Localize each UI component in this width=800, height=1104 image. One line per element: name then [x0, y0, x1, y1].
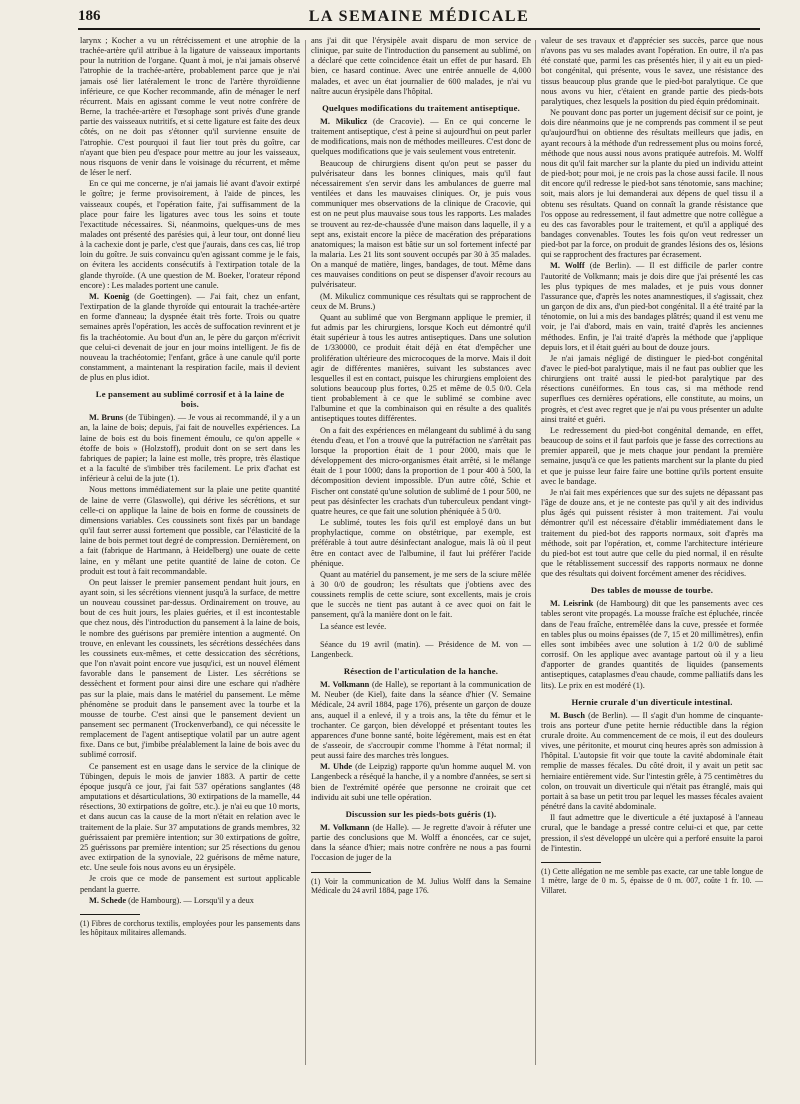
section-heading: Discussion sur les pieds-bots guéris (1).: [345, 808, 497, 819]
paragraph: Ce pansement est en usage dans le service de la clinique de Tübingen, depuis le mois de janvier 1883. A partir de cette époque jusqu'à ce jour, j'ai fait 537 opérations sanglantes (48 amputations et désarticulations, 30 extirpations de la mamelle, 44 résections, 30 extirpations de goître, etc.). je n'ai eu que 10 morts, et dans aucun cas la cause de la mort n'était en relation avec le traitement de la plaie. Sur 37 amputations de grands membres, 32 guérissaient par première intention; sur 30 extirpations de goître, 25 guérissons par première intention; sur 25 résections du genou avec extirpation de la synoviale, 22 guérisons de même nature, etc. Une seule fois nous avons eu un érysipèle.: [80, 761, 300, 873]
session-line: Séance du 19 avril (matin). — Présidence de M. von — Langenbeck.: [311, 639, 531, 659]
paragraph: [80, 896, 300, 906]
paragraph-text: (de Leipzig) rapporte qu'un homme auquel M. von Langenbeck a réséqué la hanche, il y a nombre d'années, se sert si bien de l'extrémité opérée que personne ne croirait que cet individu ait subi une telle opération.: [311, 762, 531, 802]
paragraph-text: (de Berlin). — Il est difficile de parler contre l'autorité de Volkmann; mais je dois dire que j'ai présenté les cas les plus typiques de mes malades, et je puis vous donner l'assurance que, d'après les notes anamnestiques, il s'agissait, chez un garçon de dix ans, d'un pied-bot congénital. Il a été traité par la ténotomie, on lui a mis des bandages plâtrés; quand il est venu me voir, je l'ai d'abord, mais en vain, traité d'après les anciennes méthodes. Enfin, je l'ai traité d'après la méthode que j'applique depuis lors, et il était guéri au bout de douze jours.: [541, 261, 763, 352]
paragraph-text: (de Hambourg) dit que les pansements avec ces tables seront vite propagés. La mousse fraîche est épluchée, rincée dans de l'eau fraîche, entremêlée dans la cuve, pressée et formée en tables plus ou moins épaisses (de 7, 15 et 20 millimètres), enfin elles sont imbibées avec une solution à 1/2 0/0 de sublimé corrosif. On les applique avec avantage partout où il y a lieu d'apporter de grandes quantités de liquides (pansements antiseptiques, cataplasmes d'eau chaude, comme palliatifs dans les lits). Le prix en est modéré (1).: [541, 599, 763, 690]
speaker-name: M. Volkmann: [320, 822, 370, 832]
paragraph: On a fait des expériences en mélangeant du sublimé à du sang étendu d'eau, et l'on a trouvé que la putréfaction ne s'arrêtait pas lorsque la proportion était de 1 pour 2000, mais que le développement des micro-organismes était arrêté, si le mélange était de 1 pour 1000; dans la proportion de 1 pour 400 à 500, la décomposition devient impossible. D'un autre côté, Schie et Fischer ont constaté qu'une solution de sublimé de 1 pour 500, ne peut pas désinfecter les crachats d'un tuberculeux pendant vingt-quatre heures, ce que fait une solution phéniquée à 5 0/0.: [311, 425, 531, 516]
section-heading: Quelques modifications du traitement antiseptique.: [322, 102, 520, 113]
speaker-name: M. Volkmann: [320, 680, 370, 690]
paragraph: ans j'ai dit que l'érysipèle avait disparu de mon service de clinique, par suite de l'introduction du pansement au sublimé, on a déclaré que cette coïncidence était un effet de pur hasard. Eh bien, ce hasard continue. Avec une entrée annuelle de 4,000 malades, et avec un état journalier de 600 malades, je n'ai vu naître aucun érysipèle dans l'hôpital.: [311, 36, 531, 96]
section-heading: Des tables de mousse de tourbe.: [590, 585, 714, 596]
paragraph-text: (de Halle), se reportant à la communication de M. Neuber (de Kiel), faite dans la séance d'hier (V. Semaine Médicale, 24 avril 1884, page 176), présente un garçon de douze ans, auquel il a enlevé, il y a trois ans, la tête du fémur et le trochanter. Ce garçon, bien développé et présentant toutes les apparences d'une bonne santé, boite légèrement, mais est en état de s'asseoir, de s'accroupir comme l'homme à l'état normal; il peut aussi faire des marches très longues.: [311, 680, 531, 761]
paragraph-text: (de Tübingen). — Je vous ai recommandé, il y a un an, la laine de bois; depuis, j'ai fait de nouvelles expériences. La laine de bois est du bois finement émoulu, ce qu'on appelle « étoffe de bois » (Holzstoff), produit dont on se sert dans les fabriques de papier; la laine est molle, très propre, très élastique et a la faculté de s'imbiber très facilement. Le prix d'achat est inférieur à celui de la jute (1).: [80, 413, 300, 484]
paragraph-text: (de Goettingen). — J'ai fait, chez un enfant, l'extirpation de la glande thyroïde qui entourait la trachée-artère en forme d'anneau; la dyspnée était très forte. Trois ou quatre semaines après l'opération, les accès de suffocation revinrent et je fis la trachéotomie. Au bout d'un an, le père du garçon m'écrivit que celui-ci devenait de jour en jour moins intelligent. Je fis de nouveau la trachéotomie; l'enfant, grâce à une canule qu'il porte constamment, a maintenant la respiration facile, mais il devient de plus en plus idiot.: [80, 291, 300, 383]
paragraph: [541, 599, 763, 690]
footnote-rule: [80, 914, 140, 915]
speaker-name: M. Koenig: [89, 291, 130, 301]
paragraph: Ne pouvant donc pas porter un jugement décisif sur ce point, je dois dire néanmoins que je ne comprends pas comment il se peut qu'aujourd'hui on obtienne des résultats meilleurs que jadis, en ayant recours à la méthode d'un redressement plus ou moins forcé, méthode que nous aussi nous avons pratiquée autrefois. M. Wolff nous dit qu'il fait marcher sur la plante du pied un individu atteint de pied-bot; pour moi, je ne crois pas la chose aussi facile. Il nous dit encore qu'il redresse le pied-bot sans ténotomie, sans machine; soit, mais alors je lui demanderai aux dépens de quel tissu il a obtenu ses résultats. Quand on connaît la grande résistance que l'os oppose au redressement, il faut admettre que notre collègue a eu des cas favorables pour le traitement, et qu'il a appliqué des bandages convenables. Toutes les fois qu'on veut redresser un pied-bot par la force, on produit de grandes lésions des os, lésions qui se rapprochent des fractures par écrasement.: [541, 108, 763, 260]
column-divider: [535, 40, 536, 1065]
paragraph: Nous mettons immédiatement sur la plaie une petite quantité de laine de verre (Glaswolle), qui dérive les sécrétions, et sur celle-ci on applique la laine de bois en forme de coussinets de dimensions variables. Ces coussinets sont fixés par un bandage qu'il faut serrer aussi fortement que possible, car l'élasticité de la laine de bois permet tout degré de compression. Dernièrement, on a fait (fabrique de Hartmann, à Heidelberg) une ouate de cette laine, en y mêlant une petite quantité de laine de coton. Ce produit est tout à fait recommandable.: [80, 485, 300, 576]
paragraph: larynx ; Kocher a vu un rétrécissement et une atrophie de la trachée-artère qu'il attribue à la ligature de vaisseaux importants pour la nutrition de l'organe. Quant à moi, je n'ai jamais observé l'atrophie de la trachée-artère, probablement parce que je n'ai jamais osé lier latéralement le tronc de l'artère thyroïdienne inférieure, ce que Kocher recommande, afin de ménager le nerf récurrent. Mais en agissant comme le veut notre confrère de Berne, la trachée-artère et l'œsophage sont privés d'une grande partie des vaisseaux nutritifs, et si cette ligature est faite des deux côtés, on ne doit pas s'étonner qu'il survienne ensuite de l'atrophie. C'est pourquoi il faut lier tout près du goître, car n'ayant que bien peu d'espace pour mettre au jour les vaisseaux, nous risquons de venir dans le voisinage du récurrent, et même de léser le nerf.: [80, 36, 300, 178]
paragraph-text: (de Cracovie). — En ce qui concerne le traitement antiseptique, c'est à peine si aujourd'hui on peut parler de modifications, mais non de méthodes meilleures. C'est donc de quelques modifications que je vais seulement vous entretenir.: [311, 116, 531, 157]
column-1: [80, 36, 300, 1076]
paragraph-text: (de Hambourg). — Lorsqu'il y a deux: [126, 895, 254, 905]
paragraph: [541, 711, 763, 813]
column-divider: [305, 40, 306, 1065]
speaker-name: M. Schede: [89, 895, 127, 905]
paragraph: [311, 762, 531, 803]
paragraph: Le sublimé, toutes les fois qu'il est employé dans un but prophylactique, comme on obstétrique, par exemple, est préférable à tout autre désinfectant analogue, mais là où il peut être en contact avec de l'albumine, il faut lui préférer l'acide phénique.: [311, 518, 531, 568]
paragraph: Je n'ai jamais négligé de distinguer le pied-bot congénital d'avec le pied-bot paralytique, mais il ne faut pas oublier que les chirurgiens ont traité aussi le pied-bot paralytique par des résections cunéiformes. En tous cas, si ma méthode rend superflues ces dernières opérations, elle constitute, au moins, un progrès, et c'est avec regret que je n'ai pu vous présenter un adulte ainsi traité et guéri.: [541, 353, 763, 424]
speaker-name: M. Leisrink: [550, 599, 594, 609]
paragraph: Quant au sublimé que von Bergmann applique le premier, il fut admis par les chirurgiens, lorsque Koch eut démontré qu'il était supérieur à tous les autres antiseptiques. Dans une solution de 1/330000, ce produit était déjà en état d'empêcher une prolifération ultérieure des microcoques de la morve. Mais il doit agir de différentes manières, suivant les substances avec lesquelles il est en contact, puisque les chirurgiens emploient des solutions beaucoup plus fortes, 0.25 et même de 0.5 0/0. Cela tient probablement à ce que le sublimé se combine avec l'albumine et que la combinaison qui en résulte a des qualités antiseptiques toutes différentes.: [311, 312, 531, 424]
paragraph: Quant au matériel du pansement, je me sers de la sciure mêlée à 30 0/0 de goudron; les résultats que j'obtiens avec des coussinets remplis de cette sciure, sont excellents, mais je crois que le succès ne tient pas autant à ce avec quoi on fait le pansement, qu'à la manière dont on le fait.: [311, 569, 531, 620]
section-heading: Résection de l'articulation de la hanche.: [343, 666, 499, 677]
paragraph: [311, 680, 531, 761]
footnote: (1) Voir la communication de M. Julius Wolff dans la Semaine Médicale du 24 avril 1884, page 176.: [311, 876, 531, 896]
speaker-name: M. Mikulicz: [320, 116, 368, 126]
speaker-name: M. Busch: [550, 710, 585, 720]
column-3: [541, 36, 763, 1076]
column-2: [311, 36, 531, 1076]
speaker-name: M. Bruns: [89, 413, 124, 423]
speaker-name: M. Uhde: [320, 762, 353, 772]
journal-title: LA SEMAINE MÉDICALE: [308, 8, 530, 25]
paragraph: On peut laisser le premier pansement pendant huit jours, en ayant soin, si les sécrétions viennent jusqu'à la surface, de mettre un nouveau coussinet par-dessus. Ordinairement on trouve, au bout de ces huit jours, les plaies guéries, et il est incontestable que chez nous, dès l'introduction du pansement à la laine de bois, le nombre des guérisons par première intention a augmenté. On trouve, en enlevant les coussinets, les sécrétions desséchées dans les coussinets eux-mêmes, et cette dessiccation des sécrétions, que l'on n'avait point encore vue jusqu'ici, est un nouvel élément favorable dans le pansement de Lister. Les sécrétions se dessèchent et forment pour ainsi dire une eschare qui n'adhère pas sur la plaie, mais dans le matériel du pansement. Le même phénomène se produit dans le pansement avec la tourbe et la mousse de tourbe. C'est ainsi que le pansement devient un pansement sec permanent (Trockenverband), ce qui nécessite le remplacement de l'agent antiseptique volatil par un autre agent fixe. Dans ce but, j'imbibe préalablement la laine de bois avec du sublimé corrosif.: [80, 577, 300, 760]
paragraph: [80, 292, 300, 383]
paragraph: [541, 261, 763, 352]
paragraph: La séance est levée.: [320, 621, 387, 631]
page-header: [78, 8, 760, 30]
paragraph: Je crois que ce mode de pansement est surtout applicable pendant la guerre.: [80, 874, 300, 894]
page-number: 186: [78, 8, 101, 24]
footnote: (1) Cette allégation ne me semble pas exacte, car une table longue de 1 mètre, large de 0 m. 5, épaisse de 0 m. 007, coûte 1 fr. 10. — Villaret.: [541, 866, 763, 896]
footnote-rule: [541, 862, 601, 863]
speaker-name: M. Wolff: [550, 261, 585, 271]
paragraph: Il faut admettre que le diverticule a été juxtaposé à l'anneau crural, que le bandage a pressé contre celui-ci et que, par cette pression, il s'est développé un ulcère qui a perforé ensuite la paroi de l'intestin.: [541, 813, 763, 853]
paragraph: valeur de ses travaux et d'apprécier ses succès, parce que nous n'avons pas vu ses malades avant l'opération. En outre, il n'a pas été constaté que, parmi les cas présentés hier, il y ait eu un pied-bot congénital, qui présente, vous le savez, une résistance des tissus beaucoup plus grande que le pied-bot paralytique. Ce que nous avons vu hier, c'étaient en grande partie des pieds-bots paralytiques, chez lesquels la position du pied équin prédominait.: [541, 36, 763, 106]
paragraph: Beaucoup de chirurgiens disent qu'on peut se passer du pulvérisateur dans les bonnes cliniques, mais qu'il faut nécessairement s'en servir dans les ambulances de guerre mal ventilées et dans les mauvaises cliniques. Or, je puis vous communiquer mes observations de la clinique de Cracovie, qui est on ne peut plus mauvaise sous tous les rapports. Les malades se trouvent au rez-de-chaussée d'une maison dans laquelle, il y a sept ans, existait encore la pièce de macération des préparations anatomiques; la maison est bâtie sur un sol fortement infecté par la malaria. Les 21 lits sont souvent occupés par 30 à 35 malades. On a manqué de matière, linges, bandages, de tout. Même dans ces mauvaises conditions on peut se dispenser d'avoir recours au pulvérisateur.: [311, 158, 531, 290]
paragraph: (M. Mikulicz communique ces résultats qui se rapprochent de ceux de M. Bruns.): [311, 291, 531, 311]
paragraph-text: (de Halle). — Je regrette d'avoir à réfuter une partie des conclusions que M. Wolff a énoncées, car ce sujet, dans la séance d'hier; mais notre confrère ne nous a pas fourni l'occasion de juger de la: [311, 822, 531, 863]
paragraph: En ce qui me concerne, je n'ai jamais lié avant d'avoir extirpé le goître; je ferme provisoirement, à l'aide de pinces, les vaisseaux coupés, et l'opération faite, j'ai suffisamment de la place pour faire les ligatures avec tous les soins et toute l'exactitude nécessaires. Si, néanmoins, quelques-uns de mes malades ont présenté des parésies qui, à leur tour, ont donné lieu à la cachexie dont je parle, c'est que j'aurais, dans ces cas, lié trop loin du goître. Je suis convaincu qu'en agissant comme je le fais, on évitera les accidents consécutifs à l'extirpation totale de la glande thyroïde. (A une question de M. Boeker, l'orateur répond encore) : Les malades portent une canule.: [80, 179, 300, 290]
section-heading: Le pansement au sublimé corrosif et à la laine de bois.: [95, 389, 285, 410]
paragraph: Je n'ai fait mes expériences que sur des sujets ne dépassant pas l'âge de douze ans, et je ne conteste pas qu'il y ait des individus plus âgés qui puissent résister à mon traitement. J'ai voulu démontrer qu'il est nécessaire d'établir immédiatement dans le traitement du pied-bot des rapports normaux, soit d'après ma méthode, soit par l'opération, et, comme l'architecture intérieure du pied-bot est tout autre que celle du pied normal, il en résulte que le rétablissement successif des rapports normaux ne donne que des résultats qui doivent forcément amener des récidives.: [541, 487, 763, 579]
paragraph-text: (de Berlin). — Il s'agit d'un homme de cinquante-trois ans porteur d'une petite hernie réductible dans la région crurale droite. Au commencement de ce mois, il eut des douleurs vives, une péritonite, et mourut cinq heures après son admission à l'hôpital. L'autopsie fit voir que toute la cavité abdominale était remplie de masses fécales. Du côté droit, il y avait un petit sac herniaire entièrement vide. Sur l'intestin grêle, à 75 centimètres du colon, on trouvait un diverticule qui n'était pas étranglé, mais qui portait à sa base un petit trou par lequel les masses fécales avaient pénétré dans la cavité abdominale.: [541, 710, 763, 812]
paragraph: [80, 413, 300, 484]
footnote: (1) Fibres de corchorus textilis, employées pour les pansements dans les hôpitaux militaires allemands.: [80, 918, 300, 938]
footnote-rule: [311, 872, 371, 873]
paragraph: Le redressement du pied-bot congénital demande, en effet, beaucoup de soins et il faut parfois que je fasse des corrections au premier appareil, que je mets chaque jour pendant la première semaine, jusqu'à ce que les patients marchent sur la plante du pied et que je puisse leur faire faire une bottine qu'ils portent ensuite avec le bandage.: [541, 425, 763, 486]
section-heading: Hernie crurale d'un diverticule intestinal.: [571, 696, 733, 707]
paragraph: [311, 823, 531, 864]
paragraph: [311, 117, 531, 158]
